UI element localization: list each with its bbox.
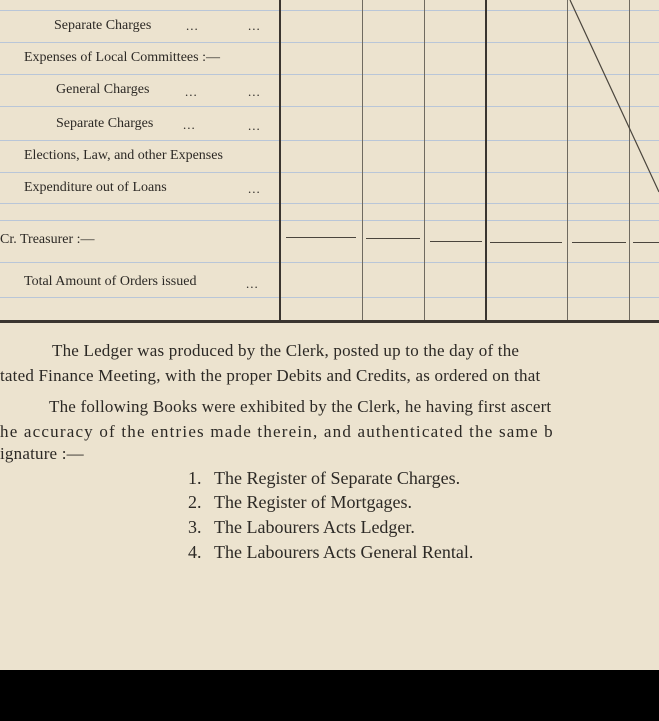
- row-label: Separate Charges: [56, 116, 154, 131]
- column-underline: [286, 237, 356, 238]
- row-dots: ...: [185, 84, 198, 99]
- book-title: The Labourers Acts General Rental.: [214, 542, 474, 562]
- row-label: Separate Charges: [54, 18, 152, 33]
- column-underline: [633, 242, 659, 243]
- black-border: [0, 670, 659, 721]
- rule-line: [0, 220, 659, 221]
- row-label: Expenditure out of Loans: [24, 180, 167, 195]
- row-dots: ...: [183, 117, 196, 132]
- body-line: tated Finance Meeting, with the proper Debits and Credits, as ordered on that: [0, 366, 541, 385]
- body-line: he accuracy of the entries made therein, and authenticated the same b: [0, 422, 554, 441]
- rule-line: [0, 297, 659, 298]
- row-dots: ...: [248, 181, 261, 196]
- row-dots: ...: [246, 276, 259, 291]
- book-list-item: [188, 468, 460, 489]
- column-rule: [424, 0, 425, 322]
- column-rule: [279, 0, 281, 322]
- book-list-item: [188, 517, 415, 538]
- list-number: 4.: [188, 542, 202, 562]
- column-underline: [572, 242, 626, 243]
- book-list-item: [188, 492, 412, 513]
- book-title: The Register of Separate Charges.: [214, 468, 461, 488]
- column-underline: [490, 242, 562, 243]
- row-dots: ...: [248, 84, 261, 99]
- rule-line: [0, 262, 659, 263]
- row-dots: ...: [248, 18, 261, 33]
- body-line: ignature :—: [0, 444, 84, 463]
- column-underline: [366, 238, 420, 239]
- row-label: General Charges: [56, 82, 150, 97]
- book-title: The Register of Mortgages.: [214, 492, 412, 512]
- row-dots: ...: [186, 18, 199, 33]
- body-line: The Ledger was produced by the Clerk, posted up to the day of the: [52, 341, 520, 360]
- book-title: The Labourers Acts Ledger.: [214, 517, 415, 537]
- column-rule: [485, 0, 487, 322]
- column-rule: [362, 0, 363, 322]
- list-number: 1.: [188, 468, 202, 488]
- book-list-item: [188, 542, 473, 563]
- list-number: 2.: [188, 492, 202, 512]
- list-number: 3.: [188, 517, 202, 537]
- table-bottom-rule: [0, 320, 659, 323]
- column-underline: [430, 241, 482, 242]
- diagonal-strike: [560, 0, 659, 200]
- row-dots: ...: [248, 118, 261, 133]
- row-label: Cr. Treasurer :—: [0, 232, 95, 247]
- row-label: Elections, Law, and other Expenses: [24, 148, 223, 163]
- row-label: Expenses of Local Committees :—: [24, 50, 220, 65]
- row-label: Total Amount of Orders issued: [24, 274, 197, 289]
- body-line: The following Books were exhibited by the Clerk, he having first ascert: [49, 397, 552, 416]
- rule-line: [0, 203, 659, 204]
